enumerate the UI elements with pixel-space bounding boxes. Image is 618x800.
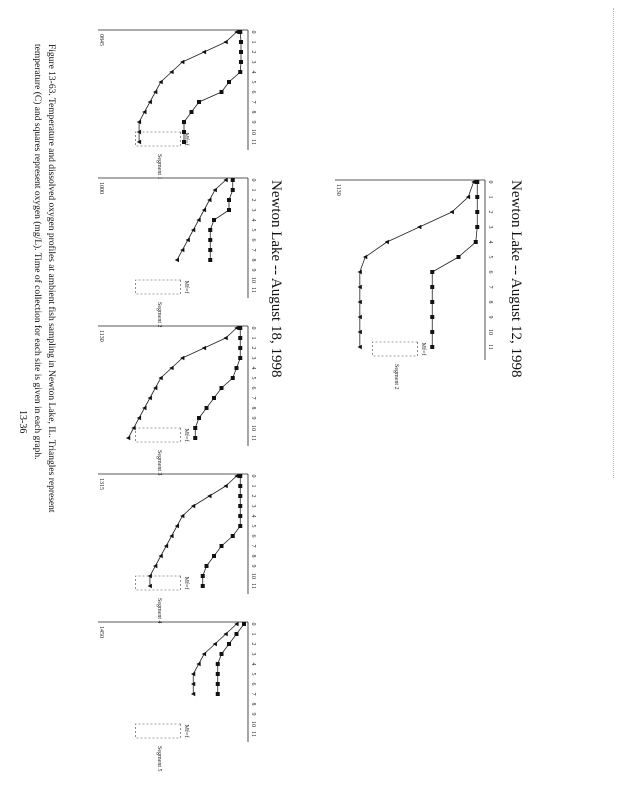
depth-tick-label: 3 (250, 208, 256, 212)
oxygen-point (457, 255, 461, 259)
oxygen-point (238, 494, 242, 498)
dashed-reference-box (136, 428, 181, 442)
temperature-line (128, 328, 236, 438)
bottom-figure-title: Newton Lake -- August 18, 1998 (268, 180, 284, 378)
oxygen-point (231, 376, 235, 380)
depth-tick-label: 4 (250, 662, 256, 666)
depth-tick-label: 5 (250, 524, 256, 528)
temperature-point (158, 554, 162, 559)
depth-tick-label: 10 (487, 329, 493, 335)
temperature-point (196, 662, 200, 667)
oxygen-point (231, 534, 235, 538)
depth-tick-label: 8 (250, 258, 256, 262)
depth-tick-label: 8 (487, 300, 493, 304)
depth-tick-label: 1 (250, 40, 256, 44)
oxygen-point (205, 406, 209, 410)
depth-tick-label: 1 (250, 188, 256, 192)
temperature-point (153, 90, 157, 95)
oxygen-point (239, 40, 243, 44)
figure-caption-line-2: temperature (C) and squares represent oxygen (mg/L). Time of collection for each site is given in each graph. (32, 44, 42, 460)
collection-time-label: 0845 (98, 34, 104, 46)
oxygen-point (239, 60, 243, 64)
depth-tick-label: 6 (250, 90, 256, 94)
temperature-point (148, 100, 152, 105)
depth-tick-label: 9 (487, 315, 493, 319)
oxygen-point (208, 248, 212, 252)
segment-label: Segment 5 (156, 746, 162, 772)
temperature-point (191, 228, 195, 233)
segment-label: Segment 3 (156, 450, 162, 476)
oxygen-point (238, 70, 242, 74)
depth-tick-label: 5 (250, 80, 256, 84)
collection-time-label: 1000 (98, 182, 104, 194)
depth-tick-label: 0 (487, 180, 493, 184)
collection-time-label: 1450 (98, 626, 104, 638)
depth-tick-label: 5 (250, 376, 256, 380)
scan-edge-dots (611, 8, 614, 478)
dashed-reference-box (136, 724, 181, 738)
oxygen-point (430, 285, 434, 289)
depth-tick-label: 11 (250, 435, 256, 441)
depth-tick-label: 11 (250, 583, 256, 589)
temperature-point (213, 188, 217, 193)
depth-tick-label: 4 (250, 514, 256, 518)
oxygen-point (235, 632, 239, 636)
oxygen-point (208, 258, 212, 262)
temperature-point (131, 426, 135, 431)
oxygen-point (193, 426, 197, 430)
depth-tick-label: 7 (250, 692, 256, 696)
depth-tick-label: 0 (250, 326, 256, 330)
oxygen-point (212, 218, 216, 222)
oxygen-point (227, 198, 231, 202)
oxygen-point (430, 270, 434, 274)
depth-tick-label: 7 (250, 248, 256, 252)
page-number: 13-36 (17, 410, 28, 434)
depth-tick-label: 6 (250, 386, 256, 390)
oxygen-point (220, 386, 224, 390)
dashed-reference-label: Mf=f (183, 280, 189, 294)
oxygen-point (475, 225, 479, 229)
depth-tick-label: 8 (250, 554, 256, 558)
oxygen-point (238, 326, 242, 330)
oxygen-point (475, 195, 479, 199)
oxygen-line (218, 624, 244, 694)
depth-tick-label: 9 (250, 564, 256, 568)
collection-time-label: 1130 (98, 330, 104, 342)
oxygen-point (216, 682, 220, 686)
temperature-point (126, 436, 130, 441)
segment-label: Segment 2 (393, 364, 399, 390)
depth-tick-label: 6 (487, 270, 493, 274)
oxygen-point (231, 178, 235, 182)
segment-label: Segment 1 (156, 154, 162, 180)
oxygen-line (203, 476, 241, 586)
dashed-reference-label: Mf=f (420, 342, 426, 356)
profile-panel-1 (98, 30, 256, 180)
depth-tick-label: 0 (250, 622, 256, 626)
temperature-point (153, 564, 157, 569)
profile-panel-0 (335, 180, 493, 390)
figure-caption-line-1: Figure 13-63. Temperature and dissolved oxygen profiles at ambient fish sampling in Newton Lake, IL. Triangles represent (46, 44, 56, 513)
temperature-point (137, 416, 141, 421)
profile-panel-5 (98, 622, 256, 772)
dashed-reference-label: Mf=f (183, 428, 189, 442)
oxygen-point (205, 564, 209, 568)
temperature-point (169, 534, 173, 539)
temperature-point (202, 652, 206, 657)
depth-tick-label: 4 (250, 218, 256, 222)
temperature-point (223, 336, 227, 341)
temperature-line (360, 182, 474, 347)
depth-tick-label: 3 (250, 652, 256, 656)
oxygen-point (216, 662, 220, 666)
temperature-line (150, 476, 237, 586)
depth-tick-label: 10 (250, 573, 256, 579)
temperature-point (180, 248, 184, 253)
dashed-reference-label: Mf=f (183, 724, 189, 738)
depth-tick-label: 8 (250, 110, 256, 114)
temperature-point (148, 396, 152, 401)
segment-label: Segment 2 (156, 302, 162, 328)
depth-tick-label: 11 (250, 731, 256, 737)
temperature-point (175, 524, 179, 529)
depth-tick-label: 1 (250, 336, 256, 340)
profile-panel-4 (98, 474, 256, 624)
oxygen-point (197, 416, 201, 420)
oxygen-point (190, 110, 194, 114)
dashed-reference-label: Mf=f (183, 576, 189, 590)
temperature-point (175, 258, 179, 263)
oxygen-point (216, 672, 220, 676)
temperature-point (142, 406, 146, 411)
oxygen-point (197, 100, 201, 104)
oxygen-point (238, 474, 242, 478)
temperature-point (164, 544, 168, 549)
collection-time-label: 1130 (335, 184, 341, 196)
oxygen-point (475, 210, 479, 214)
depth-tick-label: 10 (250, 425, 256, 431)
depth-tick-label: 1 (250, 484, 256, 488)
depth-tick-label: 8 (250, 702, 256, 706)
oxygen-point (238, 356, 242, 360)
depth-tick-label: 3 (250, 504, 256, 508)
depth-tick-label: 10 (250, 277, 256, 283)
temperature-point (450, 210, 454, 215)
temperature-point (223, 484, 227, 489)
depth-tick-label: 10 (250, 721, 256, 727)
oxygen-point (220, 652, 224, 656)
depth-tick-label: 7 (487, 285, 493, 289)
depth-tick-label: 8 (250, 406, 256, 410)
oxygen-point (238, 514, 242, 518)
depth-tick-label: 2 (250, 642, 256, 646)
profile-panel-2 (98, 178, 256, 328)
oxygen-point (474, 240, 478, 244)
oxygen-point (208, 228, 212, 232)
segment-label: Segment 4 (156, 598, 162, 624)
temperature-point (417, 225, 421, 230)
depth-tick-label: 1 (487, 195, 493, 199)
depth-tick-label: 0 (250, 474, 256, 478)
depth-tick-label: 6 (250, 682, 256, 686)
temperature-point (363, 255, 367, 260)
depth-tick-label: 2 (250, 494, 256, 498)
depth-tick-label: 3 (487, 225, 493, 229)
dashed-reference-box (373, 342, 418, 356)
depth-tick-label: 11 (487, 344, 493, 350)
depth-tick-label: 3 (250, 60, 256, 64)
depth-tick-label: 4 (487, 240, 493, 244)
depth-tick-label: 2 (250, 198, 256, 202)
dashed-reference-box (136, 576, 181, 590)
depth-tick-label: 9 (250, 268, 256, 272)
temperature-point (186, 238, 190, 243)
depth-tick-label: 5 (250, 228, 256, 232)
collection-time-label: 1315 (98, 478, 104, 490)
temperature-point (202, 208, 206, 213)
profile-panel-3 (98, 326, 256, 476)
oxygen-point (208, 238, 212, 242)
oxygen-line (432, 182, 477, 347)
depth-tick-label: 7 (250, 544, 256, 548)
depth-tick-label: 4 (250, 70, 256, 74)
temperature-point (223, 40, 227, 45)
depth-tick-label: 2 (250, 50, 256, 54)
oxygen-point (201, 584, 205, 588)
temperature-line (193, 624, 236, 694)
temperature-point (207, 494, 211, 499)
oxygen-point (235, 366, 239, 370)
oxygen-point (212, 554, 216, 558)
oxygen-point (430, 300, 434, 304)
depth-tick-label: 2 (487, 210, 493, 214)
oxygen-point (430, 315, 434, 319)
depth-tick-label: 2 (250, 346, 256, 350)
dashed-reference-label: Mf=f (183, 132, 189, 146)
oxygen-point (239, 50, 243, 54)
depth-tick-label: 9 (250, 416, 256, 420)
oxygen-point (238, 336, 242, 340)
depth-tick-label: 11 (250, 287, 256, 293)
oxygen-point (227, 642, 231, 646)
depth-tick-label: 0 (250, 178, 256, 182)
top-profile-chart (283, 170, 503, 430)
oxygen-point (220, 544, 224, 548)
oxygen-point (227, 80, 231, 84)
temperature-point (142, 110, 146, 115)
depth-tick-label: 5 (487, 255, 493, 259)
temperature-point (158, 376, 162, 381)
oxygen-point (238, 504, 242, 508)
depth-tick-label: 6 (250, 238, 256, 242)
temperature-point (158, 80, 162, 85)
oxygen-point (430, 345, 434, 349)
temperature-point (180, 514, 184, 519)
temperature-line (139, 32, 237, 142)
oxygen-point (430, 330, 434, 334)
oxygen-point (238, 30, 242, 34)
oxygen-point (475, 180, 479, 184)
depth-tick-label: 4 (250, 366, 256, 370)
depth-tick-label: 0 (250, 30, 256, 34)
temperature-point (153, 386, 157, 391)
dashed-reference-box (136, 132, 181, 146)
depth-tick-label: 10 (250, 129, 256, 135)
oxygen-point (238, 484, 242, 488)
oxygen-point (193, 436, 197, 440)
top-figure-title: Newton Lake -- August 12, 1998 (508, 180, 524, 378)
temperature-point (207, 198, 211, 203)
oxygen-point (212, 396, 216, 400)
depth-tick-label: 9 (250, 712, 256, 716)
oxygen-point (220, 90, 224, 94)
oxygen-point (231, 188, 235, 192)
depth-tick-label: 7 (250, 396, 256, 400)
depth-tick-label: 5 (250, 672, 256, 676)
oxygen-line (195, 328, 240, 438)
temperature-point (202, 50, 206, 55)
oxygen-point (227, 208, 231, 212)
depth-tick-label: 9 (250, 120, 256, 124)
depth-tick-label: 11 (250, 139, 256, 145)
oxygen-point (238, 346, 242, 350)
oxygen-point (182, 120, 186, 124)
depth-tick-label: 6 (250, 534, 256, 538)
temperature-point (202, 346, 206, 351)
depth-tick-label: 3 (250, 356, 256, 360)
depth-tick-label: 7 (250, 100, 256, 104)
oxygen-point (216, 692, 220, 696)
depth-tick-label: 1 (250, 632, 256, 636)
oxygen-point (242, 622, 246, 626)
oxygen-point (238, 524, 242, 528)
dashed-reference-box (136, 280, 181, 294)
temperature-point (196, 218, 200, 223)
profile-chart-row (53, 20, 263, 780)
oxygen-point (201, 574, 205, 578)
